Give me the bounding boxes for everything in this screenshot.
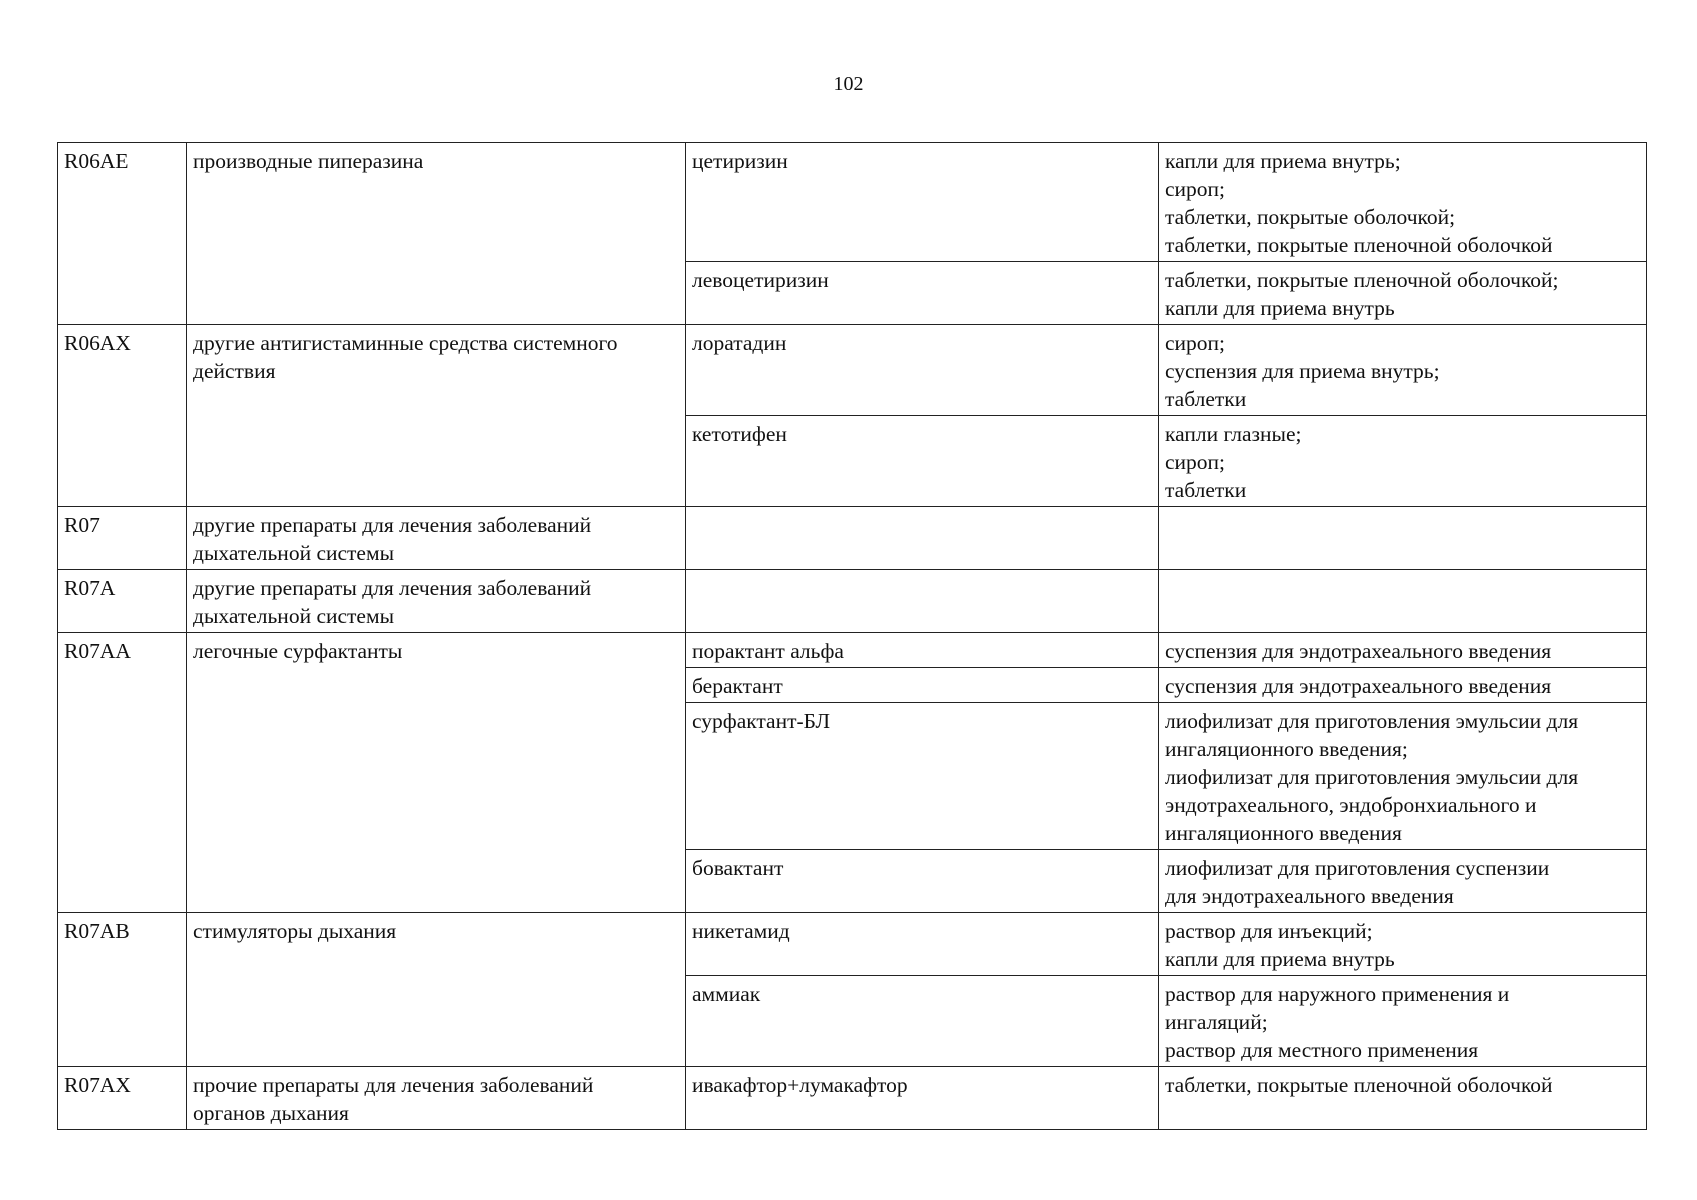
atc-code-cell: R06AE xyxy=(58,143,187,325)
dosage-form-cell: раствор для инъекций; капли для приема внутрь xyxy=(1159,913,1647,976)
table-row xyxy=(58,507,1647,570)
atc-code-cell: R07A xyxy=(58,570,187,633)
dosage-form-cell: таблетки, покрытые пленочной оболочкой xyxy=(1159,1067,1647,1130)
dosage-form-cell: капли для приема внутрь; сироп; таблетки, покрытые оболочкой; таблетки, покрытые пленочной оболочкой xyxy=(1159,143,1647,262)
drug-name-cell: лоратадин xyxy=(686,325,1159,416)
group-name-cell: другие препараты для лечения заболеваний дыхательной системы xyxy=(187,570,686,633)
dosage-form-cell xyxy=(1159,507,1647,570)
drug-name-cell: аммиак xyxy=(686,976,1159,1067)
group-name-cell: легочные сурфактанты xyxy=(187,633,686,913)
table-row xyxy=(58,913,1647,976)
group-name-cell: стимуляторы дыхания xyxy=(187,913,686,1067)
dosage-form-cell: раствор для наружного применения и ингаляций; раствор для местного применения xyxy=(1159,976,1647,1067)
atc-code-cell: R07AX xyxy=(58,1067,187,1130)
dosage-form-cell: суспензия для эндотрахеального введения xyxy=(1159,633,1647,668)
group-name-cell: производные пиперазина xyxy=(187,143,686,325)
dosage-form-cell: лиофилизат для приготовления эмульсии для ингаляционного введения; лиофилизат для приготовления эмульсии для эндотрахеального, эндобронхиального и ингаляционного введения xyxy=(1159,703,1647,850)
drug-name-cell: никетамид xyxy=(686,913,1159,976)
drug-table xyxy=(57,142,1647,1130)
page-number: 102 xyxy=(833,73,864,95)
dosage-form-cell xyxy=(1159,570,1647,633)
dosage-form-cell: лиофилизат для приготовления суспензии для эндотрахеального введения xyxy=(1159,850,1647,913)
table-row xyxy=(58,633,1647,668)
drug-name-cell xyxy=(686,507,1159,570)
table-row xyxy=(58,1067,1647,1130)
drug-name-cell xyxy=(686,570,1159,633)
dosage-form-cell: сироп; суспензия для приема внутрь; таблетки xyxy=(1159,325,1647,416)
drug-name-cell: кетотифен xyxy=(686,416,1159,507)
drug-name-cell: левоцетиризин xyxy=(686,262,1159,325)
dosage-form-cell: суспензия для эндотрахеального введения xyxy=(1159,668,1647,703)
table-row xyxy=(58,325,1647,416)
drug-name-cell: цетиризин xyxy=(686,143,1159,262)
drug-name-cell: сурфактант-БЛ xyxy=(686,703,1159,850)
atc-code-cell: R07AA xyxy=(58,633,187,913)
drug-name-cell: берактант xyxy=(686,668,1159,703)
table-row xyxy=(58,143,1647,262)
atc-code-cell: R06AX xyxy=(58,325,187,507)
atc-code-cell: R07AB xyxy=(58,913,187,1067)
drug-name-cell: ивакафтор+лумакафтор xyxy=(686,1067,1159,1130)
table-row xyxy=(58,570,1647,633)
group-name-cell: другие препараты для лечения заболеваний дыхательной системы xyxy=(187,507,686,570)
drug-name-cell: порактант альфа xyxy=(686,633,1159,668)
drug-name-cell: бовактант xyxy=(686,850,1159,913)
group-name-cell: другие антигистаминные средства системного действия xyxy=(187,325,686,507)
atc-code-cell: R07 xyxy=(58,507,187,570)
group-name-cell: прочие препараты для лечения заболеваний органов дыхания xyxy=(187,1067,686,1130)
dosage-form-cell: капли глазные; сироп; таблетки xyxy=(1159,416,1647,507)
dosage-form-cell: таблетки, покрытые пленочной оболочкой; капли для приема внутрь xyxy=(1159,262,1647,325)
